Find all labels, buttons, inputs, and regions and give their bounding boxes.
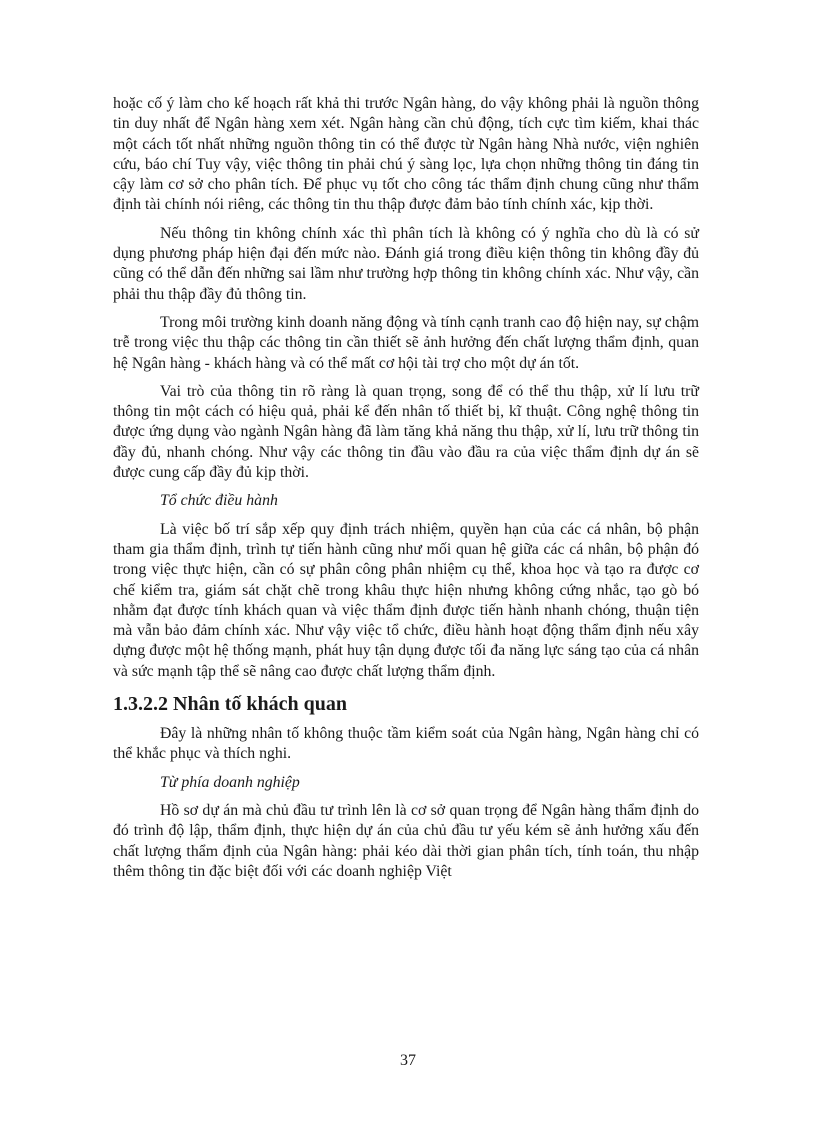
- page-body: [113, 94, 699, 890]
- paragraph-6: Đây là những nhân tố không thuộc tầm kiểm soát của Ngân hàng, Ngân hàng chỉ có thể khắc phục và thích nghi.: [113, 725, 699, 763]
- paragraph-5: Là việc bố trí sắp xếp quy định trách nhiệm, quyền hạn của các cá nhân, bộ phận tham gia thẩm định, trình tự tiến hành cũng như mối quan hệ giữa các cá nhân, bộ phận đó trong việc thực hiện, cần có sự phân công phân nhiệm cụ thể, khoa học và tạo ra được cơ chế kiểm tra, giám sát chặt chẽ trong khâu thực hiện nhưng không cứng nhắc, tạo gò bó nhằm đạt được tính khách quan và việc thẩm định được tiến hành nhanh chóng, thuận tiện mà vẫn bảo đảm chính xác. Như vậy việc tổ chức, điều hành hoạt động thẩm định nếu xây dựng được một hệ thống mạnh, phát huy tận dụng được tối đa năng lực sáng tạo của cá nhân và sức mạnh tập thể sẽ nâng cao được chất lượng thẩm định.: [113, 520, 699, 680]
- section-heading: 1.3.2.2 Nhân tố khách quan: [113, 693, 347, 716]
- page-number: 37: [400, 1052, 416, 1069]
- paragraph-2: Nếu thông tin không chính xác thì phân tích là không có ý nghĩa cho dù là có sử dụng phương pháp hiện đại đến mức nào. Đánh giá trong điều kiện thông tin không đầy đủ cũng có thể dẫn đến những sai lầm như trường hợp thông tin không chính xác. Như vậy, cần phải thu thập đầy đủ thông tin.: [113, 224, 699, 303]
- subheading-tu-phia-doanh-nghiep: Từ phía doanh nghiệp: [160, 773, 300, 791]
- paragraph-7: Hồ sơ dự án mà chủ đầu tư trình lên là cơ sở quan trọng để Ngân hàng thẩm định do đó trình độ lập, thẩm định, thực hiện dự án của chủ đầu tư yếu kém sẽ ảnh hưởng xấu đến chất lượng thẩm định của Ngân hàng: phải kéo dài thời gian phân tích, tính toán, thu nhập thêm thông tin đặc biệt đối với các doanh nghiệp Việt: [113, 801, 699, 880]
- paragraph-4: Vai trò của thông tin rõ ràng là quan trọng, song để có thể thu thập, xử lí lưu trữ thông tin một cách có hiệu quả, phải kể đến nhân tố thiết bị, kĩ thuật. Công nghệ thông tin được ứng dụng vào ngành Ngân hàng đã làm tăng khả năng thu thập, xử lí, lưu trữ thông tin đầy đủ, nhanh chóng. Như vậy các thông tin đầu vào đầu ra của việc thẩm định dự án sẽ được cung cấp đầy đủ kịp thời.: [113, 382, 699, 482]
- paragraph-3: Trong môi trường kinh doanh năng động và tính cạnh tranh cao độ hiện nay, sự chậm trễ trong việc thu thập các thông tin cần thiết sẽ ảnh hưởng đến chất lượng thẩm định, quan hệ Ngân hàng - khách hàng và có thể mất cơ hội tài trợ cho một dự án tốt.: [113, 313, 699, 372]
- paragraph-1: hoặc cố ý làm cho kế hoạch rất khả thi trước Ngân hàng, do vậy không phải là nguồn thông tin duy nhất để Ngân hàng xem xét. Ngân hàng cần chủ động, tích cực tìm kiếm, khai thác một cách tốt nhất những nguồn thông tin có thể được từ Ngân hàng Nhà nước, viện nghiên cứu, báo chí Tuy vậy, việc thông tin phải chú ý sàng lọc, lựa chọn những thông tin đáng tin cậy làm cơ sở cho phân tích. Để phục vụ tốt cho công tác thẩm định chung cũng như thẩm định tài chính nói riêng, các thông tin thu thập được đảm bảo tính chính xác, kịp thời.: [113, 95, 699, 214]
- subheading-to-chuc-dieu-hanh: Tổ chức điều hành: [160, 492, 278, 510]
